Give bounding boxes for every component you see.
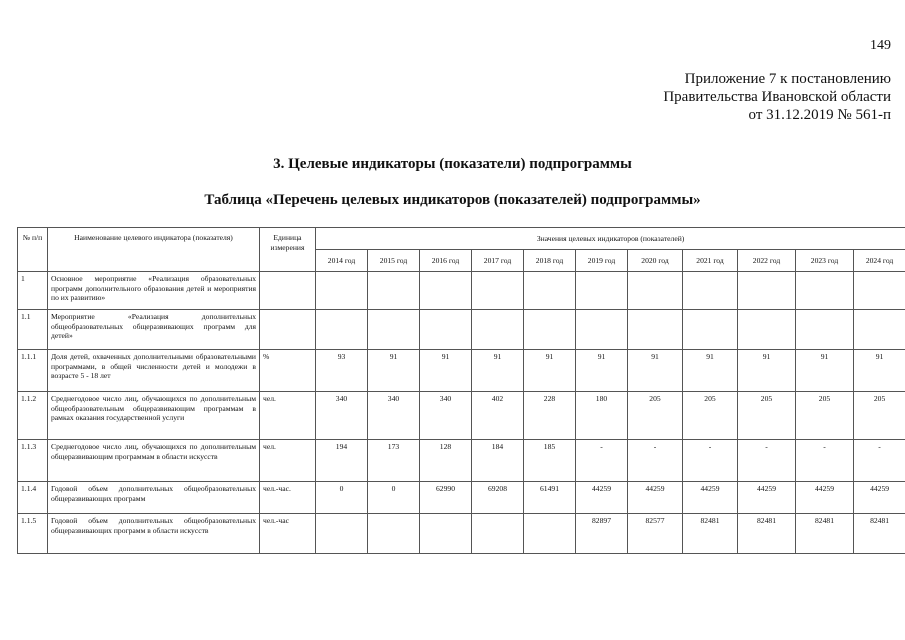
value-cell: 0 xyxy=(368,482,420,514)
value-cell: 128 xyxy=(420,440,472,482)
value-cell: 82481 xyxy=(854,514,905,554)
row-number-cell: 1.1.2 xyxy=(18,392,48,440)
value-cell: 180 xyxy=(576,392,628,440)
year-header: 2018 год xyxy=(524,250,576,272)
row-number-cell: 1.1 xyxy=(18,310,48,350)
indicators-body xyxy=(18,272,905,554)
row-number-cell: 1.1.1 xyxy=(18,350,48,392)
value-cell: 205 xyxy=(738,392,796,440)
value-cell: 402 xyxy=(472,392,524,440)
table-row xyxy=(18,350,905,392)
section-title: 3. Целевые индикаторы (показатели) подпрограммы xyxy=(273,156,632,172)
value-cell: 93 xyxy=(316,350,368,392)
value-cell: 194 xyxy=(316,440,368,482)
value-cell xyxy=(316,514,368,554)
appendix-line-3: от 31.12.2019 № 561-п xyxy=(748,107,891,123)
value-cell xyxy=(368,272,420,310)
value-cell: 82577 xyxy=(628,514,683,554)
value-cell: 82481 xyxy=(683,514,738,554)
value-cell: 44259 xyxy=(683,482,738,514)
year-header: 2021 год xyxy=(683,250,738,272)
value-cell: 205 xyxy=(628,392,683,440)
indicator-name-cell: Годовой объем дополнительных общеобразовательных общеразвивающих программ xyxy=(48,482,260,514)
value-cell: 228 xyxy=(524,392,576,440)
table-row xyxy=(18,514,905,554)
year-header: 2016 год xyxy=(420,250,472,272)
value-cell: 62990 xyxy=(420,482,472,514)
appendix-reference xyxy=(663,70,891,124)
unit-cell xyxy=(260,310,316,350)
indicator-name-cell: Мероприятие «Реализация дополнительных общеобразовательных общеразвивающих программ для детей» xyxy=(48,310,260,350)
value-cell xyxy=(472,310,524,350)
value-cell xyxy=(796,310,854,350)
value-cell xyxy=(368,310,420,350)
row-number-cell: 1.1.5 xyxy=(18,514,48,554)
value-cell: 69208 xyxy=(472,482,524,514)
value-cell: 0 xyxy=(316,482,368,514)
value-cell: - xyxy=(796,440,854,482)
header-values-group: Значения целевых индикаторов (показателей) xyxy=(316,228,905,250)
value-cell: 185 xyxy=(524,440,576,482)
value-cell: 91 xyxy=(628,350,683,392)
row-number-cell: 1.1.4 xyxy=(18,482,48,514)
value-cell xyxy=(854,310,905,350)
appendix-line-1: Приложение 7 к постановлению xyxy=(684,71,891,87)
table-row xyxy=(18,272,905,310)
value-cell: 205 xyxy=(796,392,854,440)
table-row xyxy=(18,482,905,514)
table-row xyxy=(18,392,905,440)
value-cell xyxy=(524,514,576,554)
value-cell: 205 xyxy=(854,392,905,440)
value-cell xyxy=(683,310,738,350)
indicators-table xyxy=(17,227,905,554)
value-cell: - xyxy=(683,440,738,482)
value-cell xyxy=(738,310,796,350)
value-cell: 91 xyxy=(524,350,576,392)
value-cell: 91 xyxy=(683,350,738,392)
value-cell: 82481 xyxy=(738,514,796,554)
value-cell: - xyxy=(738,440,796,482)
value-cell xyxy=(316,310,368,350)
unit-cell: чел.-час xyxy=(260,514,316,554)
value-cell: 205 xyxy=(683,392,738,440)
value-cell xyxy=(628,272,683,310)
value-cell: 82897 xyxy=(576,514,628,554)
header-name: Наименование целевого индикатора (показателя) xyxy=(48,228,260,272)
value-cell: - xyxy=(576,440,628,482)
value-cell: 340 xyxy=(316,392,368,440)
year-header: 2017 год xyxy=(472,250,524,272)
value-cell: 44259 xyxy=(796,482,854,514)
unit-cell: % xyxy=(260,350,316,392)
row-number-cell: 1.1.3 xyxy=(18,440,48,482)
value-cell: 91 xyxy=(576,350,628,392)
value-cell xyxy=(420,514,472,554)
value-cell xyxy=(576,310,628,350)
year-header: 2022 год xyxy=(738,250,796,272)
unit-cell xyxy=(260,272,316,310)
year-header: 2014 год xyxy=(316,250,368,272)
value-cell xyxy=(854,272,905,310)
value-cell xyxy=(738,272,796,310)
value-cell: 91 xyxy=(472,350,524,392)
unit-cell: чел. xyxy=(260,392,316,440)
unit-cell: чел.-час. xyxy=(260,482,316,514)
value-cell xyxy=(420,310,472,350)
value-cell xyxy=(472,514,524,554)
indicator-name-cell: Годовой объем дополнительных общеобразовательных общеразвивающих программ в области искусств xyxy=(48,514,260,554)
indicator-name-cell: Доля детей, охваченных дополнительными образовательными программами, в общей численности детей и молодежи в возрасте 5 - 18 лет xyxy=(48,350,260,392)
value-cell: 82481 xyxy=(796,514,854,554)
value-cell: 91 xyxy=(368,350,420,392)
value-cell xyxy=(316,272,368,310)
value-cell xyxy=(368,514,420,554)
value-cell: 44259 xyxy=(738,482,796,514)
table-row xyxy=(18,440,905,482)
table-row xyxy=(18,310,905,350)
year-header: 2020 год xyxy=(628,250,683,272)
value-cell: 91 xyxy=(854,350,905,392)
year-header: 2019 год xyxy=(576,250,628,272)
value-cell xyxy=(796,272,854,310)
appendix-line-2: Правительства Ивановской области xyxy=(663,89,891,105)
year-header: 2015 год xyxy=(368,250,420,272)
value-cell: - xyxy=(628,440,683,482)
value-cell xyxy=(576,272,628,310)
value-cell xyxy=(524,272,576,310)
value-cell: 44259 xyxy=(628,482,683,514)
year-header: 2023 год xyxy=(796,250,854,272)
indicator-name-cell: Основное мероприятие «Реализация образовательных программ дополнительного образования детей и мероприятия по их развитию» xyxy=(48,272,260,310)
value-cell: 340 xyxy=(368,392,420,440)
value-cell xyxy=(420,272,472,310)
indicator-name-cell: Среднегодовое число лиц, обучающихся по дополнительным общеразвивающим программам в области искусств xyxy=(48,440,260,482)
page-number: 149 xyxy=(870,38,891,53)
value-cell: 173 xyxy=(368,440,420,482)
value-cell: 340 xyxy=(420,392,472,440)
indicator-name-cell: Среднегодовое число лиц, обучающихся по дополнительным общеобразовательным общеразвивающим программам в рамках оказания государственной услуги xyxy=(48,392,260,440)
value-cell: 184 xyxy=(472,440,524,482)
value-cell xyxy=(524,310,576,350)
value-cell: 91 xyxy=(738,350,796,392)
table-title: Таблица «Перечень целевых индикаторов (показателей) подпрограммы» xyxy=(204,192,701,208)
header-unit: Единица измерения xyxy=(260,228,316,272)
header-num: № п/п xyxy=(18,228,48,272)
value-cell: 44259 xyxy=(576,482,628,514)
row-number-cell: 1 xyxy=(18,272,48,310)
value-cell xyxy=(683,272,738,310)
value-cell: 44259 xyxy=(854,482,905,514)
value-cell: 91 xyxy=(796,350,854,392)
value-cell: 61491 xyxy=(524,482,576,514)
unit-cell: чел. xyxy=(260,440,316,482)
year-header: 2024 год xyxy=(854,250,905,272)
value-cell: - xyxy=(854,440,905,482)
value-cell: 91 xyxy=(420,350,472,392)
value-cell xyxy=(472,272,524,310)
value-cell xyxy=(628,310,683,350)
